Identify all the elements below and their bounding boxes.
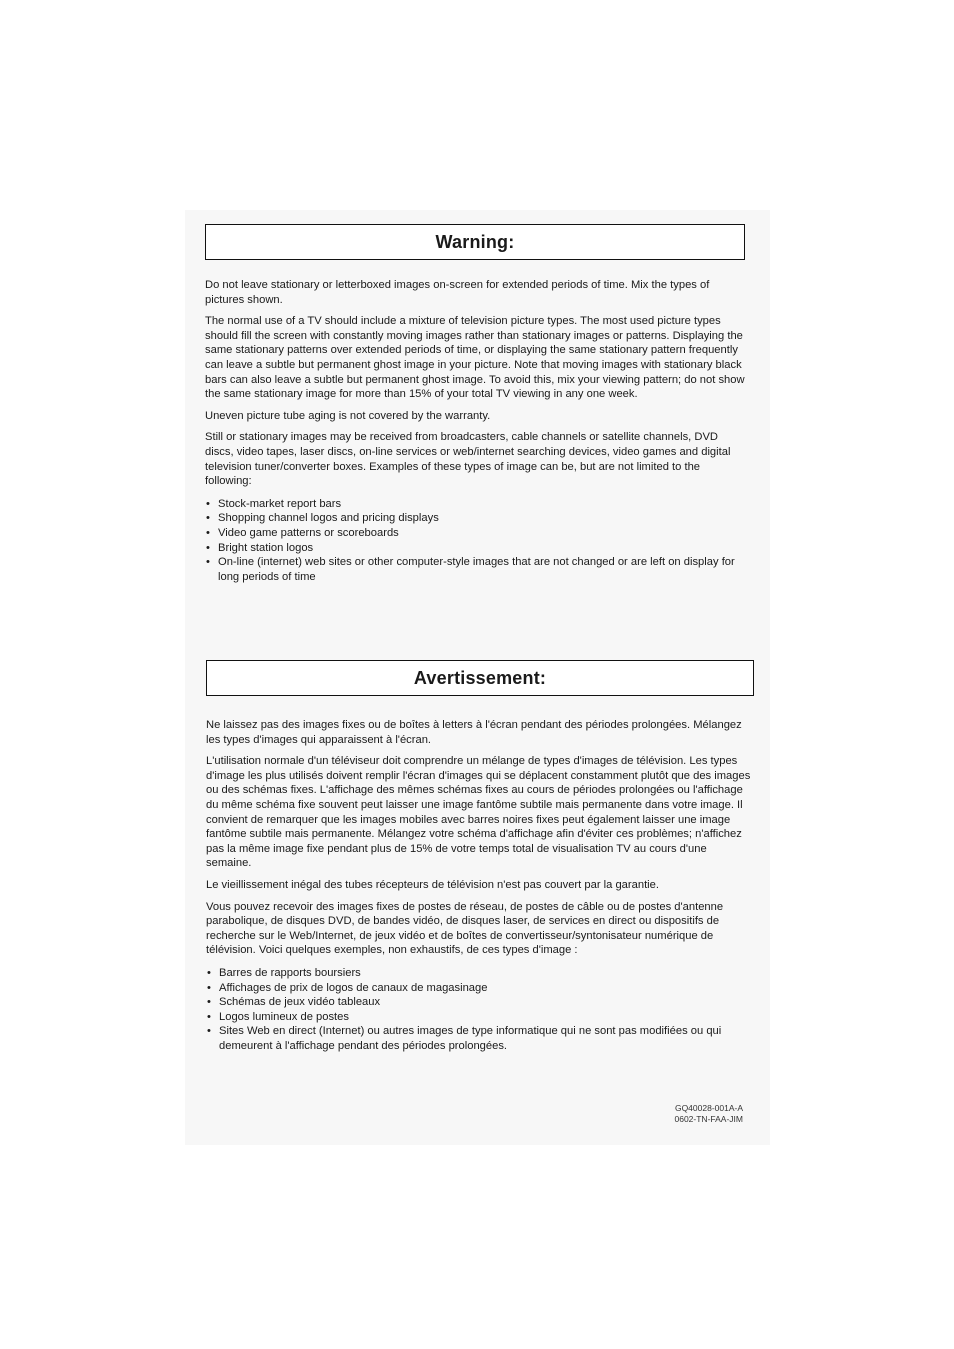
warning-paragraph: Do not leave stationary or letterboxed images on-screen for extended periods of time. Mix the types of pictures shown.	[205, 279, 710, 306]
warning-bullet-list	[205, 497, 745, 585]
list-item: • Barres de rapports boursiers	[206, 966, 754, 981]
warning-paragraph: Uneven picture tube aging is not covered by the warranty.	[205, 409, 491, 422]
document-code	[675, 1103, 744, 1125]
avertissement-paragraph: Vous pouvez recevoir des images fixes de postes de réseau, de postes de câble ou de postes d'antenne parabolique, de disques DVD, de bandes vidéo, de disques laser, de services en direct ou dispositifs de recherche sur le Web/Internet, de jeux vidéo et de boîtes de convertisseur/syntonisateur numérique de télévision. Voici quelques exemples, non exhaustifs, de ces types d'image :	[206, 900, 724, 957]
warning-paragraph: The normal use of a TV should include a mixture of television picture types. The most used picture types should fill the screen with constantly moving images rather than stationary images or patterns. Displaying the same stationary patterns over extended periods of time, or displaying the same stationary pattern frequently can leave a subtle but permanent ghost image in your picture. Note that moving images with stationary black bars can also leave a subtle but permanent ghost image. To avoid this, mix your viewing pattern; do not show the same stationary image for more than 15% of your total TV viewing in any one week.	[205, 315, 745, 401]
avertissement-bullet-list	[206, 966, 754, 1054]
avertissement-title-box	[206, 660, 754, 696]
warning-section	[205, 224, 745, 584]
list-item: • On-line (internet) web sites or other computer-style images that are not changed or are left on display for long periods of time	[205, 555, 745, 584]
avertissement-title: Avertissement:	[413, 667, 547, 688]
list-item: • Video game patterns or scoreboards	[205, 526, 745, 541]
list-item: • Schémas de jeux vidéo tableaux	[206, 995, 754, 1010]
document-code-line: 0602-TN-FAA-JIM	[674, 1114, 743, 1124]
list-item: • Bright station logos	[205, 541, 745, 556]
avertissement-paragraph: Ne laissez pas des images fixes ou de boîtes à letters à l'écran pendant des périodes prolongées. Mélangez les types d'images qui apparaissent à l'écran.	[206, 719, 742, 746]
list-item: • Stock-market report bars	[205, 497, 745, 512]
document-code-line: GQ40028-001A-A	[674, 1103, 743, 1113]
list-item: • Affichages de prix de logos de canaux de magasinage	[206, 981, 754, 996]
avertissement-section	[206, 660, 754, 1053]
avertissement-paragraph: Le vieillissement inégal des tubes récepteurs de télévision n'est pas couvert par la garantie.	[206, 878, 660, 891]
list-item: • Sites Web en direct (Internet) ou autres images de type informatique qui ne sont pas modifiées ou qui demeurent à l'affichage pendant des périodes prolongées.	[206, 1024, 754, 1053]
warning-title-box	[205, 224, 745, 260]
warning-title: Warning:	[435, 231, 515, 252]
avertissement-paragraph: L'utilisation normale d'un téléviseur doit comprendre un mélange de types d'images de télévision. Les types d'image les plus utilisés doivent remplir l'écran d'images qui se déplacent constamment plutôt que des images ou des schémas fixes. L'affichage des mêmes schémas fixes au cours de périodes prolongées ou l'affichage du même schéma fixe souvent peut laisser une image fantôme subtile mais permanente dans votre image. Il convient de remarquer que les images mobiles avec barres noires fixes peut également laisser une image fantôme subtile mais permanente. Mélangez votre schéma d'affichage afin d'éviter ces problèmes; n'affichez pas la même image fixe pendant plus de 15% de votre temps total de visualisation TV au cours d'une semaine.	[206, 755, 751, 870]
list-item: • Logos lumineux de postes	[206, 1010, 754, 1025]
warning-paragraph: Still or stationary images may be received from broadcasters, cable channels or satellite channels, DVD discs, video tapes, laser discs, on-line services or web/internet searching devices, video games and digital television tuner/converter boxes. Examples of these types of image can be, but are not limited to the following:	[205, 431, 731, 488]
list-item: • Shopping channel logos and pricing displays	[205, 511, 745, 526]
